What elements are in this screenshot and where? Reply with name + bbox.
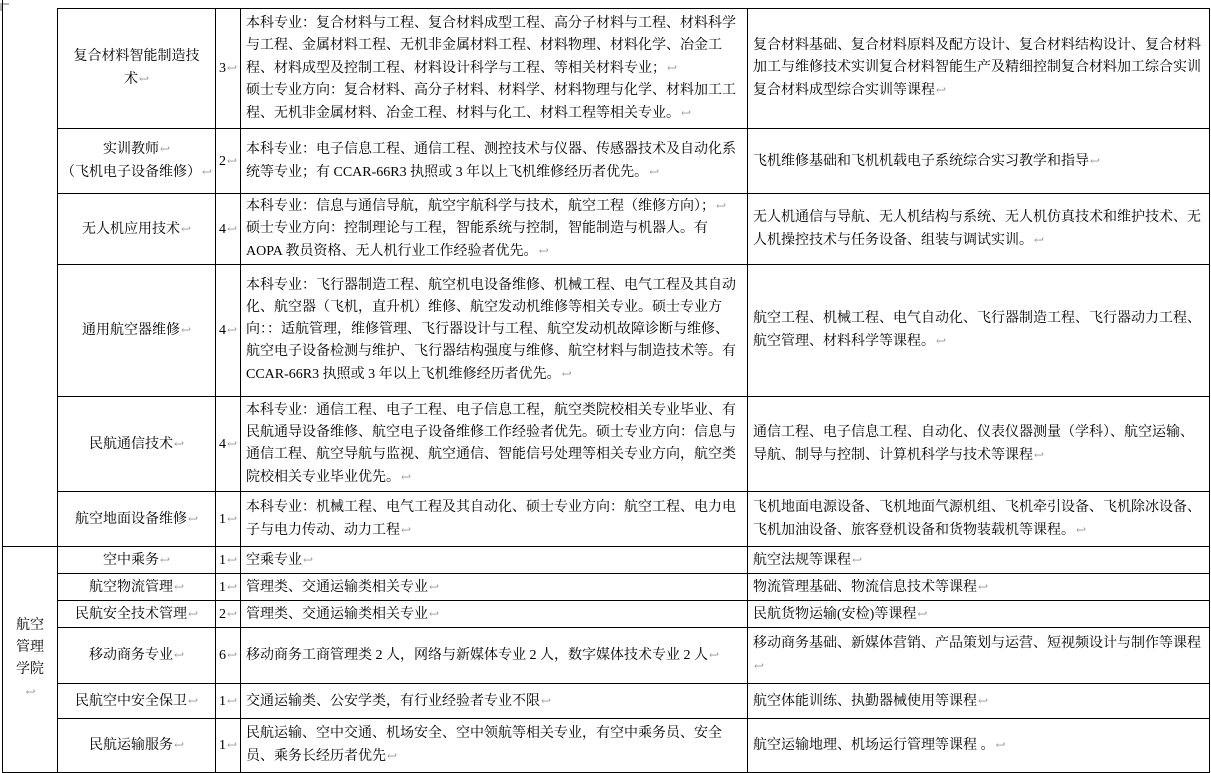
- paragraph-return-mark: ↩: [429, 606, 440, 621]
- paragraph-return-mark: ↩: [1034, 447, 1045, 462]
- paragraph-return-mark: ↩: [159, 142, 171, 156]
- paragraph: [60, 549, 213, 572]
- paragraph: [753, 497, 1204, 542]
- paragraph-text: 复合材料基础、复合材料原料及配方设计、复合材料结构设计、复合材料加工与维修技术实训复合材料智能生产及精细控制复合材料加工综合实训复合材料成型综合实训等课程: [753, 38, 1201, 98]
- paragraph: [246, 195, 742, 218]
- paragraph-text: 民航货物运输(安检)等课程: [753, 606, 917, 622]
- count-cell: [216, 265, 241, 397]
- paragraph-text: 4: [218, 436, 226, 452]
- table-row: [3, 129, 1210, 194]
- paragraph-return-mark: ↩: [173, 648, 185, 662]
- count-cell: [216, 719, 241, 773]
- paragraph: [60, 603, 213, 626]
- paragraph-return-mark: ↩: [978, 693, 989, 708]
- requirements-cell: [241, 397, 748, 492]
- paragraph-text: 3: [218, 61, 226, 76]
- paragraph-text: 6: [218, 648, 226, 663]
- paragraph-text: 4: [218, 323, 226, 338]
- paragraph-text: 通信工程、电子信息工程、自动化、仪表仪器测量（学科）、航空运输、导航、制导与控制、计算机科学与技术等课程: [753, 424, 1194, 463]
- paragraph-text: 航空体能训练、执勤器械使用等课程: [753, 693, 977, 709]
- courses-cell: [748, 397, 1210, 492]
- count-cell: [216, 601, 241, 628]
- paragraph: [753, 576, 1204, 599]
- paragraph: [753, 308, 1204, 353]
- requirements-cell: [241, 574, 748, 601]
- paragraph: [246, 13, 742, 80]
- paragraph-return-mark: ↩: [978, 579, 989, 594]
- paragraph-return-mark: ↩: [538, 244, 549, 258]
- position-cell: [58, 601, 216, 628]
- paragraph-text: 1: [218, 579, 226, 595]
- paragraph-text: 空乘专业: [246, 552, 302, 568]
- requirements-cell: [241, 684, 748, 719]
- position-cell: [58, 265, 216, 397]
- paragraph: [60, 218, 213, 241]
- recruitment-table: [2, 8, 1210, 773]
- paragraph-text: 航空管理学院: [16, 618, 44, 677]
- count-cell: [216, 547, 241, 574]
- paragraph-text: 航空物流管理: [88, 579, 173, 595]
- position-cell: [58, 397, 216, 492]
- paragraph-text: 4: [218, 221, 226, 237]
- paragraph-return-mark: ↩: [754, 659, 765, 673]
- paragraph-text: 移动商务专业: [88, 648, 173, 663]
- paragraph: [246, 723, 742, 768]
- requirements-cell: [241, 9, 748, 129]
- paragraph: [67, 46, 206, 91]
- position-cell: [58, 684, 216, 719]
- paragraph-return-mark: ↩: [201, 165, 213, 179]
- paragraph-text: 2: [218, 606, 226, 622]
- requirements-cell: [241, 194, 748, 265]
- paragraph: [753, 734, 1204, 757]
- paragraph: [216, 57, 240, 80]
- paragraph: [60, 161, 213, 184]
- table-row: [3, 397, 1210, 492]
- paragraph-text: （飞机电子设备维修）: [60, 165, 201, 180]
- table-row: [3, 684, 1210, 719]
- position-cell: [58, 129, 216, 194]
- paragraph: [216, 508, 240, 531]
- paragraph-text: 民航空中安全保卫: [74, 693, 187, 709]
- count-cell: [216, 574, 241, 601]
- paragraph-return-mark: ↩: [25, 685, 36, 699]
- paragraph-text: 实训教师: [102, 142, 159, 157]
- paragraph: [216, 319, 240, 342]
- requirements-cell: [241, 547, 748, 574]
- paragraph-text: 飞机地面电源设备、飞机地面气源机组、飞机牵引设备、飞机除冰设备、飞机加油设备、旅客登机设备和货物装载机等课程。: [753, 499, 1201, 538]
- paragraph: [246, 139, 742, 184]
- paragraph: [246, 690, 742, 713]
- paragraph-text: 航空工程、机械工程、电气自动化、飞行器制造工程、飞行器动力工程、航空管理、材料科学等课程。: [753, 311, 1201, 349]
- paragraph: [60, 508, 213, 531]
- paragraph-text: 本科专业：复合材料与工程、复合材料成型工程、高分子材料与工程、材料科学与工程、金属材料工程、无机非金属材料工程、材料物理、材料化学、冶金工程、材料成型及控制工程、材料设计科学与工程、等相关材料专业；: [246, 15, 736, 76]
- paragraph: [216, 603, 240, 626]
- position-cell: [58, 547, 216, 574]
- table-row: [3, 601, 1210, 628]
- requirements-cell: [241, 719, 748, 773]
- paragraph-return-mark: ↩: [159, 552, 171, 567]
- courses-cell: [748, 684, 1210, 719]
- paragraph-return-mark: ↩: [226, 323, 238, 337]
- paragraph-text: 管理类、交通运输类相关专业: [246, 606, 428, 622]
- paragraph-return-mark: ↩: [226, 61, 238, 75]
- paragraph: [216, 433, 240, 456]
- paragraph-text: 本科专业：机械工程、电气工程及其自动化、硕士专业方向：航空工程、电力电子与电力传动、动力工程: [246, 499, 736, 538]
- paragraph-text: 本科专业：信息与通信导航，航空宇航科学与技术，航空工程（维修方向）；: [246, 199, 715, 214]
- paragraph-return-mark: ↩: [649, 164, 660, 179]
- count-cell: [216, 9, 241, 129]
- paragraph-text: 本科专业：通信工程、电子工程、电子信息工程，航空类院校相关专业毕业、有民航通导设备维修、航空电子设备维修工作经验者优先。硕士专业方向：信息与通信工程、航空导航与监视、航空通信、智能信号处理等相关专业方向，航空类院校相关专业毕业优先。: [246, 402, 736, 485]
- paragraph-text: 2: [218, 153, 226, 169]
- paragraph: [753, 35, 1204, 102]
- courses-cell: [748, 719, 1210, 773]
- paragraph-return-mark: ↩: [173, 579, 185, 594]
- paragraph-text: 物流管理基础、物流信息技术等课程: [753, 579, 977, 595]
- paragraph-return-mark: ↩: [180, 323, 192, 337]
- paragraph-return-mark: ↩: [401, 522, 412, 537]
- paragraph-return-mark: ↩: [995, 738, 1006, 752]
- requirements-cell: [241, 601, 748, 628]
- paragraph: [246, 644, 742, 667]
- courses-cell: [748, 9, 1210, 129]
- paragraph-text: 管理类、交通运输类相关专业: [246, 579, 428, 595]
- paragraph-text: 1: [218, 693, 226, 709]
- count-cell: [216, 492, 241, 547]
- paragraph: [246, 275, 742, 386]
- paragraph-return-mark: ↩: [917, 606, 928, 621]
- paragraph: [216, 549, 240, 572]
- requirements-cell: [241, 129, 748, 194]
- paragraph-return-mark: ↩: [1090, 153, 1101, 168]
- paragraph-return-mark: ↩: [187, 511, 199, 526]
- paragraph: [60, 690, 213, 713]
- paragraph: [753, 549, 1204, 572]
- courses-cell: [748, 574, 1210, 601]
- paragraph-return-mark: ↩: [226, 436, 238, 451]
- paragraph: [60, 319, 213, 342]
- paragraph: [216, 150, 240, 173]
- paragraph: [246, 400, 742, 489]
- paragraph: [246, 497, 742, 542]
- paragraph-text: 无人机通信与导航、无人机结构与系统、无人机仿真技术和维护技术、无人机操控技术与任务设备、组装与调试实训。: [753, 209, 1201, 248]
- paragraph-text: 1: [218, 738, 226, 753]
- table-row: [3, 547, 1210, 574]
- paragraph: [60, 734, 213, 757]
- paragraph-return-mark: ↩: [936, 334, 947, 348]
- count-cell: [216, 194, 241, 265]
- paragraph-return-mark: ↩: [387, 749, 398, 763]
- paragraph-return-mark: ↩: [852, 552, 863, 567]
- paragraph-text: 移动商务基础、新媒体营销、产品策划与运营、短视频设计与制作等课程: [753, 636, 1201, 651]
- paragraph-return-mark: ↩: [226, 693, 238, 708]
- courses-cell: [748, 492, 1210, 547]
- paragraph-text: 民航安全技术管理: [74, 606, 187, 622]
- paragraph-text: 交通运输类、公安学类，有行业经验者专业不限: [246, 693, 540, 709]
- paragraph-text: 飞机维修基础和飞机机载电子系统综合实习教学和指导: [753, 153, 1089, 169]
- paragraph-return-mark: ↩: [226, 221, 238, 236]
- paragraph: [753, 633, 1204, 678]
- table-row: [3, 574, 1210, 601]
- paragraph: [13, 615, 47, 704]
- paragraph: [753, 207, 1204, 252]
- courses-cell: [748, 628, 1210, 684]
- table-row: [3, 492, 1210, 547]
- paragraph-return-mark: ↩: [173, 738, 185, 752]
- position-cell: [58, 194, 216, 265]
- paragraph-text: 复合材料智能制造技术: [73, 49, 200, 87]
- table-row: [3, 628, 1210, 684]
- courses-cell: [748, 547, 1210, 574]
- paragraph-return-mark: ↩: [226, 153, 238, 168]
- paragraph: [60, 644, 213, 667]
- courses-cell: [748, 265, 1210, 397]
- paragraph: [753, 690, 1204, 713]
- position-cell: [58, 628, 216, 684]
- paragraph-text: 空中乘务: [102, 552, 159, 568]
- paragraph-return-mark: ↩: [226, 738, 238, 752]
- paragraph: [60, 138, 213, 161]
- paragraph: [216, 576, 240, 599]
- paragraph-return-mark: ↩: [187, 606, 199, 621]
- paragraph-text: 本科专业：飞行器制造工程、航空机电设备维修、机械工程、电气工程及其自动化、航空器（飞机，直升机）维修、航空发动机维修等相关专业。硕士专业方向：：适航管理，维修管理、飞行器设计与工程、航空发动机故障诊断与维修、航空电子设备检测与维护、飞行器结构强度与维修、航空材料与制造技术等。有 CCAR-66R3 执照或 3 年以上飞机维修经历者优先。: [246, 278, 736, 382]
- paragraph: [246, 80, 742, 125]
- paragraph-return-mark: ↩: [936, 83, 947, 97]
- paragraph-return-mark: ↩: [138, 72, 150, 86]
- paragraph: [753, 422, 1204, 467]
- paragraph: [246, 603, 742, 626]
- table-row: [3, 194, 1210, 265]
- position-cell: [58, 492, 216, 547]
- position-cell: [58, 574, 216, 601]
- college-cell: [3, 547, 58, 773]
- paragraph-text: 1: [218, 511, 226, 527]
- courses-cell: [748, 601, 1210, 628]
- table-row: [3, 265, 1210, 397]
- paragraph-text: 民航运输服务: [88, 738, 173, 753]
- paragraph-text: 本科专业：电子信息工程、通信工程、测控技术与仪器、传感器技术及自动化系统等专业；有 CCAR-66R3 执照或 3 年以上飞机维修经历者优先。: [246, 141, 736, 180]
- paragraph-return-mark: ↩: [429, 579, 440, 594]
- requirements-cell: [241, 492, 748, 547]
- paragraph-return-mark: ↩: [226, 511, 238, 526]
- courses-cell: [748, 129, 1210, 194]
- paragraph-return-mark: ↩: [226, 606, 238, 621]
- paragraph-return-mark: ↩: [401, 469, 412, 484]
- paragraph: [246, 576, 742, 599]
- paragraph-text: 硕士专业方向：复合材料、高分子材料、材料学、材料物理与化学、材料加工工程、无机非金属材料、冶金工程、材料与化工、材料工程等相关专业。: [246, 82, 736, 121]
- paragraph: [246, 549, 742, 572]
- paragraph-text: 通用航空器维修: [81, 323, 180, 338]
- paragraph: [753, 150, 1204, 173]
- paragraph-text: 航空法规等课程: [753, 552, 851, 568]
- paragraph-return-mark: ↩: [709, 648, 720, 662]
- paragraph-return-mark: ↩: [173, 436, 185, 451]
- paragraph-return-mark: ↩: [541, 693, 552, 708]
- paragraph-return-mark: ↩: [681, 105, 692, 120]
- paragraph-return-mark: ↩: [716, 199, 727, 213]
- paragraph-return-mark: ↩: [667, 60, 678, 75]
- paragraph-text: 移动商务工商管理类 2 人，网络与新媒体专业 2 人，数字媒体技术专业 2 人: [246, 648, 708, 663]
- count-cell: [216, 129, 241, 194]
- paragraph-return-mark: ↩: [226, 579, 238, 594]
- position-cell: [58, 719, 216, 773]
- requirements-cell: [241, 628, 748, 684]
- paragraph-return-mark: ↩: [187, 693, 199, 708]
- paragraph-return-mark: ↩: [303, 552, 314, 567]
- paragraph-text: 航空地面设备维修: [74, 511, 187, 527]
- paragraph-text: 无人机应用技术: [81, 221, 180, 237]
- paragraph: [753, 603, 1204, 626]
- paragraph: [216, 690, 240, 713]
- paragraph-text: 航空运输地理、机场运行管理等课程 。: [753, 738, 995, 753]
- count-cell: [216, 628, 241, 684]
- paragraph: [60, 433, 213, 456]
- paragraph-text: 民航通信技术: [88, 436, 173, 452]
- paragraph-return-mark: ↩: [561, 367, 572, 381]
- paragraph-return-mark: ↩: [1076, 522, 1087, 537]
- requirements-cell: [241, 265, 748, 397]
- paragraph-return-mark: ↩: [226, 552, 238, 567]
- courses-cell: [748, 194, 1210, 265]
- count-cell: [216, 397, 241, 492]
- college-cell-empty: [3, 9, 58, 547]
- table-row: [3, 719, 1210, 773]
- paragraph: [216, 734, 240, 757]
- paragraph: [216, 218, 240, 241]
- table-row: [3, 9, 1210, 129]
- paragraph-text: 1: [218, 552, 226, 568]
- paragraph-return-mark: ↩: [180, 221, 192, 236]
- paragraph-text: 硕士专业方向：控制理论与工程，智能系统与控制，智能制造与机器人。有 AOPA 教员资格、无人机行业工作经验者优先。: [246, 221, 708, 259]
- paragraph-return-mark: ↩: [1034, 232, 1045, 247]
- paragraph: [216, 644, 240, 667]
- position-cell: [58, 9, 216, 129]
- paragraph: [60, 576, 213, 599]
- paragraph-text: 民航运输、空中交通、机场安全、空中领航等相关专业，有空中乘务员、安全员、乘务长经历者优先: [246, 726, 722, 764]
- paragraph-return-mark: ↩: [226, 648, 238, 662]
- count-cell: [216, 684, 241, 719]
- paragraph: [246, 218, 742, 263]
